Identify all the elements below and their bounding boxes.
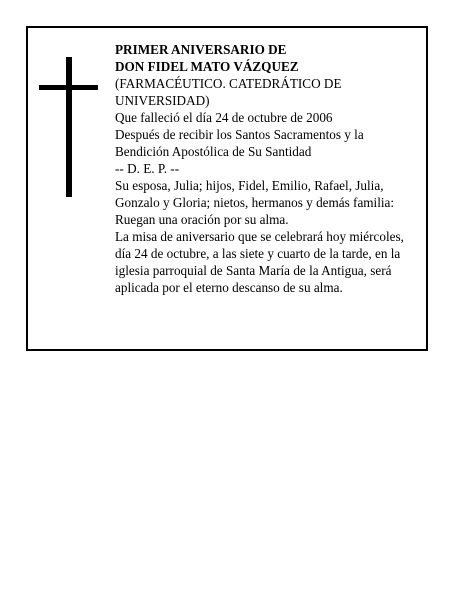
notice-family: Su esposa, Julia; hijos, Fidel, Emilio, Rafael, Julia, Gonzalo y Gloria; nietos, hermanos y demás familia: (115, 178, 395, 210)
notice-death-date: Que falleció el día 24 de octubre de 2006 (115, 110, 333, 125)
notice-prayer-request: Ruegan una oración por su alma. (115, 212, 289, 227)
cross-horizontal-bar (39, 85, 98, 90)
notice-sacraments: Después de recibir los Santos Sacramentos y la Bendición Apostólica de Su Santidad (115, 127, 364, 159)
notice-profession: (FARMACÉUTICO. CATEDRÁTICO DE UNIVERSIDAD) (115, 76, 342, 108)
notice-body (115, 41, 420, 296)
notice-mass-details: La misa de aniversario que se celebrará hoy miércoles, día 24 de octubre, a las siete y cuarto de la tarde, en la iglesia parroquial de Santa María de la Antigua, será aplicada por el eterno descanso de su alma. (115, 229, 404, 295)
notice-heading-name: DON FIDEL MATO VÁZQUEZ (115, 59, 299, 74)
obituary-notice (26, 26, 428, 351)
cross-vertical-bar (66, 57, 72, 197)
notice-rip: -- D. E. P. -- (115, 161, 180, 176)
notice-heading-anniversary: PRIMER ANIVERSARIO DE (115, 42, 287, 57)
